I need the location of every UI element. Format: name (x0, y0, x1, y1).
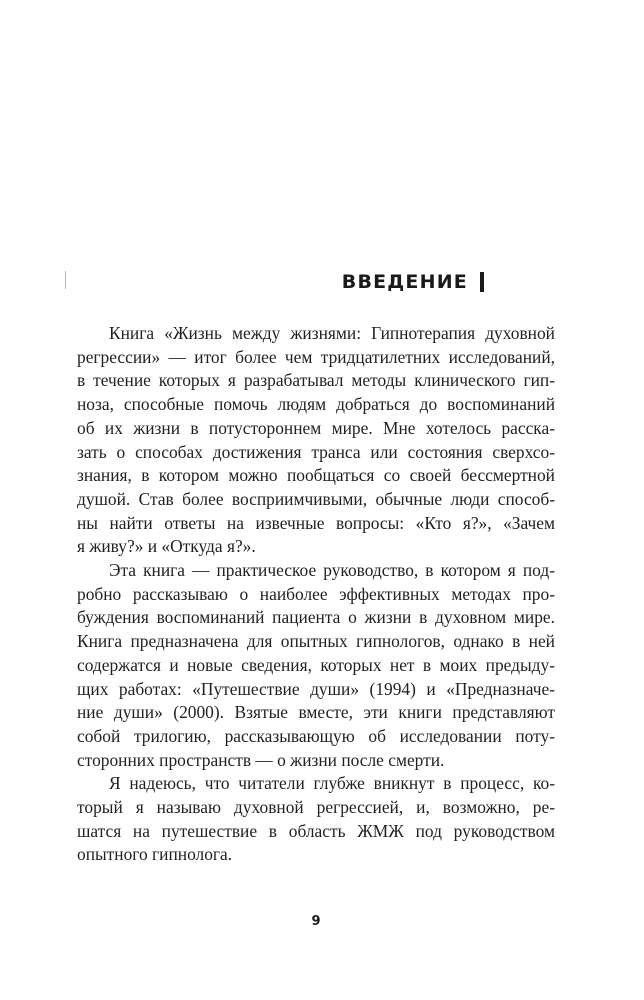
chapter-heading-row (342, 266, 484, 298)
text-line: торый я называю духовной регрессией, и, возможно, ре- (77, 797, 555, 818)
text-line: содержатся и новые сведения, которых нет в моих предыду- (77, 654, 555, 675)
text-line: собой трилогию, рассказывающую об исследовании поту- (77, 725, 555, 746)
text-line: щих работах: «Путешествие души» (1994) и «Предназначе- (77, 678, 555, 699)
text-line: Книга «Жизнь между жизнями: Гипнотерапия духовной (109, 323, 555, 343)
text-line: ноза, способные помочь людям добраться до воспоминаний (77, 394, 555, 415)
text-line: зать о способах достижения транса или состояния сверхсо- (77, 441, 555, 462)
heading-bar (480, 272, 484, 292)
text-line: Эта книга — практическое руководство, в котором я под- (109, 560, 555, 581)
text-line: я живу?» и «Откуда я?». (77, 536, 256, 557)
chapter-heading: ВВЕДЕНИЕ (341, 271, 468, 293)
text-line: ны найти ответы на извечные вопросы: «Кто я?», «Зачем (77, 512, 555, 533)
text-line: буждения воспоминаний пациента о жизни в духовном мире. (77, 607, 555, 628)
text-line: сторонних пространств — о жизни после смерти. (77, 749, 445, 770)
text-line: Я надеюсь, что читатели глубже вникнут в процесс, ко- (109, 773, 555, 794)
paragraph-2 (77, 559, 555, 772)
page-number: 9 (311, 914, 321, 929)
text-line: шатся на путешествие в область ЖМЖ под руководством (77, 820, 555, 841)
text-line: знания, в котором можно пообщаться со своей бессмертной (77, 465, 555, 486)
margin-mark (65, 271, 66, 289)
paragraph-1 (77, 322, 555, 559)
text-line: душой. Став более восприимчивыми, обычные люди способ- (77, 488, 555, 509)
paragraph-3 (77, 772, 555, 867)
body-text (77, 322, 555, 867)
text-line: ние души» (2000). Взятые вместе, эти книги представляют (77, 702, 555, 723)
text-line: опытного гипнолога. (77, 844, 233, 865)
text-line: Книга предназначена для опытных гипнологов, однако в ней (77, 631, 555, 652)
text-line: об их жизни в потустороннем мире. Мне хотелось расска- (77, 417, 555, 438)
text-line: регрессии» — итог более чем тридцатилетних исследований, (77, 346, 555, 367)
text-line: робно рассказываю о наиболее эффективных методах про- (77, 583, 555, 604)
text-line: в течение которых я разрабатывал методы клинического гип- (77, 370, 555, 391)
